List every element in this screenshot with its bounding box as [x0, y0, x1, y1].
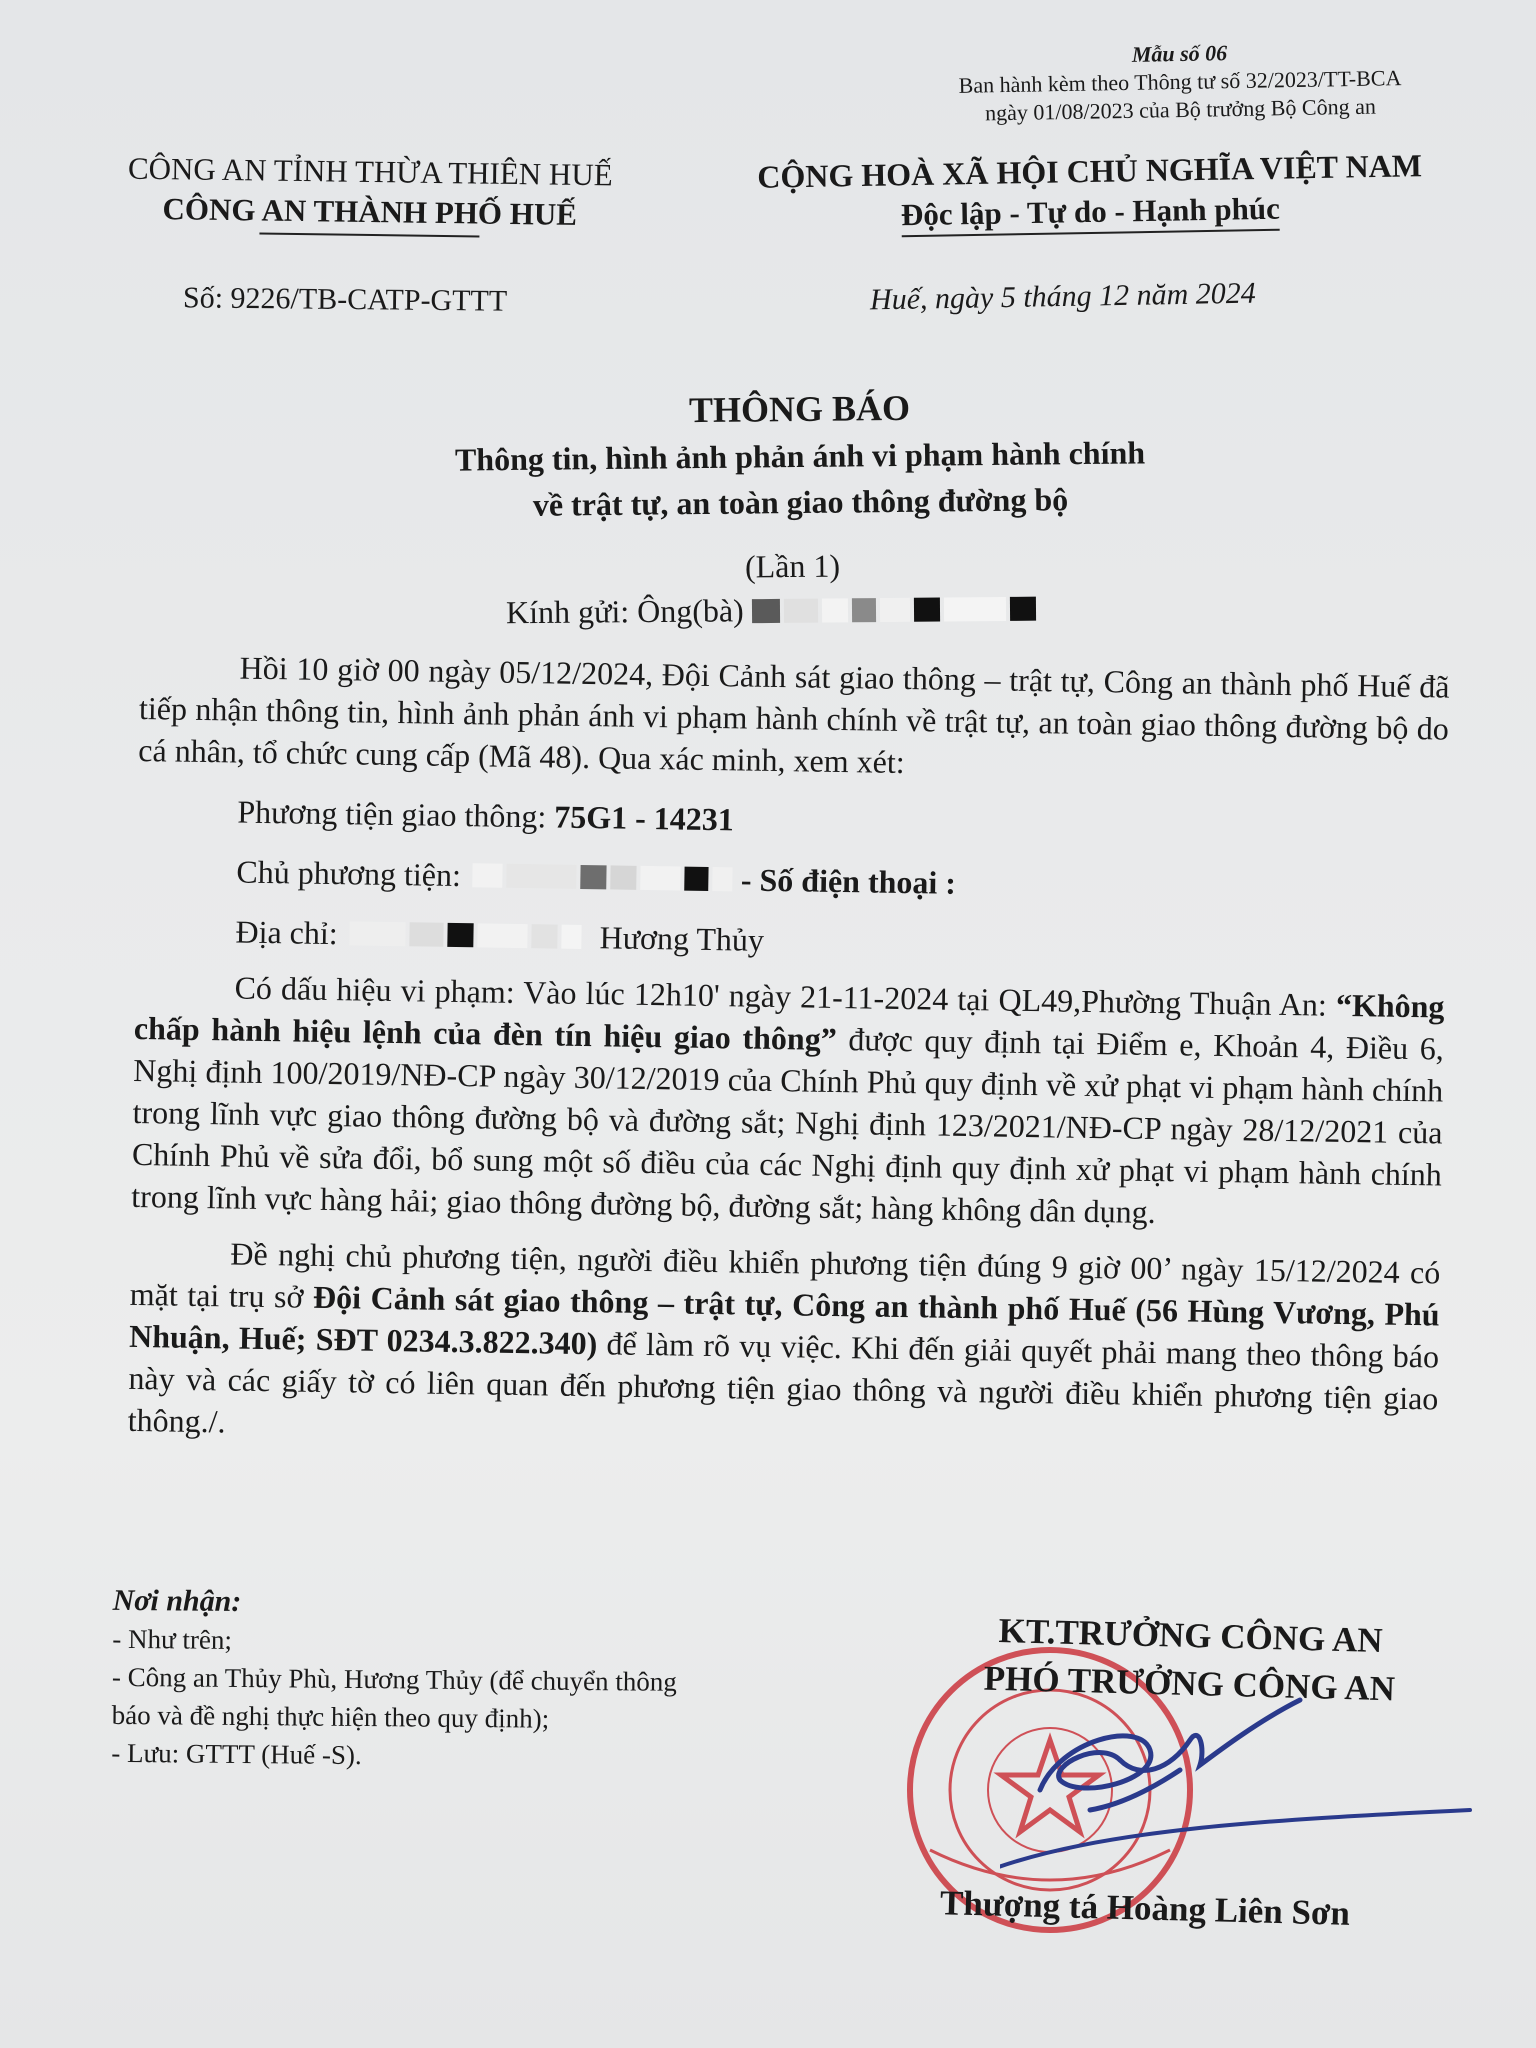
owner-label: Chủ phương tiện:	[236, 853, 462, 894]
national-title: CỘNG HOÀ XÃ HỘI CHỦ NGHĨA VIỆT NAM	[757, 147, 1423, 195]
violation-intro: Có dấu hiệu vi phạm: Vào lúc 12h10' ngày 21-11-2024 tại QL49,Phường Thuận An:	[234, 969, 1337, 1023]
address-label: Địa chỉ:	[235, 913, 338, 952]
signer-name: Thượng tá Hoàng Liên Sơn	[939, 1883, 1351, 1933]
recipient-line	[506, 590, 1036, 632]
agency-header	[59, 148, 680, 241]
request-rest: để làm rõ vụ việc. Khi đến giải quyết phải mang theo thông báo này và các giấy tờ có liên quan đến phương tiện giao thông và người điều khiển phương tiện giao thông./.	[127, 1325, 1440, 1440]
owner-row	[236, 851, 1447, 912]
vehicle-label: Phương tiện giao thông:	[237, 793, 547, 835]
notice-count: (Lần 1)	[744, 547, 841, 585]
request-intro: Đề nghị chủ phương tiện, người điều khiển phương tiện đúng 9 giờ 00’ ngày 15/12/2024 có mặt tại trụ sở	[129, 1235, 1441, 1315]
violation-legal-basis: được quy định tại Điểm e, Khoản 4, Điều 6, Nghị định 100/2019/NĐ-CP ngày 30/12/2019 của Chính Phủ quy định về xử phạt vi phạm hành chính trong lĩnh vực giao thông đường bộ và đường sắt; Nghị định 123/2021/NĐ-CP ngày 28/12/2021 của Chính Phủ về sửa đổi, bổ sung một số điều của các Nghị định quy định xử phạt vi phạm hành chính trong lĩnh vực hàng hải; giao thông đường bộ, đường sắt; hàng không dân dụng.	[131, 1020, 1445, 1231]
paragraph-reception: Hồi 10 giờ 00 ngày 05/12/2024, Đội Cảnh sát giao thông – trật tự, Công an thành phố Huế đã tiếp nhận thông tin, hình ảnh phản ánh vi phạm hành chính về trật tự, an toàn giao thông đường bộ do cá nhân, tổ chức cung cấp (Mã 48). Qua xác minh, xem xét:	[138, 649, 1450, 781]
phone-label: - Số điện thoại :	[740, 861, 957, 901]
title-block	[299, 380, 1300, 530]
agency-parent: CÔNG AN TỈNH THỪA THIÊN HUẾ	[127, 150, 613, 193]
recipient-redacted	[748, 596, 1036, 623]
document-number: Số: 9226/TB-CATP-GTTT	[182, 281, 508, 318]
owner-redacted	[469, 863, 733, 891]
recipient-label: Kính gửi: Ông(bà)	[505, 592, 744, 631]
vehicle-row	[237, 791, 1448, 852]
agency-underline	[259, 232, 479, 237]
request-office: Đội Cảnh sát giao thông – trật tự, Công an thành phố Huế (56 Hùng Vương, Phú Nhuận, Huế; SĐT 0234.3.822.340)	[128, 1278, 1440, 1362]
license-plate: 75G1 - 14231	[553, 798, 735, 838]
agency-name: CÔNG AN THÀNH PHỐ HUẾ	[162, 191, 578, 232]
recipients-item-2a: - Công an Thủy Phù, Hương Thủy (để chuyển thông	[111, 1661, 677, 1697]
recipients-item-3: - Lưu: GTTT (Huế -S).	[111, 1737, 362, 1771]
paragraph-request	[127, 1231, 1440, 1462]
notice-body	[127, 645, 1449, 1461]
document-subtitle-2: về trật tự, an toàn giao thông đường bộ	[532, 481, 1069, 523]
recipients-heading: Nơi nhận:	[112, 1583, 242, 1618]
recipients-block	[111, 1582, 833, 1778]
paragraph-violation	[131, 965, 1445, 1238]
form-number: Mẫu số 06	[1131, 40, 1228, 67]
place-date: Huế, ngày 5 tháng 12 năm 2024	[869, 276, 1257, 317]
signature-title-line1: KT.TRƯỞNG CÔNG AN	[998, 1610, 1384, 1661]
handwritten-signature-icon	[1000, 1680, 1480, 1880]
document-title: THÔNG BÁO	[688, 387, 911, 431]
form-issued-line2: ngày 01/08/2023 của Bộ trưởng Bộ Công an	[984, 93, 1377, 126]
document-subtitle-1: Thông tin, hình ảnh phản ánh vi phạm hành chính	[454, 434, 1146, 478]
recipients-item-2b: báo và đề nghị thực hiện theo quy định);	[111, 1699, 550, 1734]
address-redacted	[345, 921, 581, 949]
recipients-item-1: - Như trên;	[112, 1623, 233, 1655]
address-district: Hương Thủy	[599, 919, 765, 958]
violation-description: “Không chấp hành hiệu lệnh của đèn tín hiệu giao thông”	[133, 986, 1445, 1057]
form-code-block	[899, 35, 1460, 129]
national-motto: Độc lập - Tự do - Hạnh phúc	[901, 189, 1281, 238]
national-header	[699, 143, 1480, 241]
signature-title-line2: PHÓ TRƯỞNG CÔNG AN	[983, 1658, 1396, 1709]
form-issued-line1: Ban hành kèm theo Thông tư số 32/2023/TT-BCA	[958, 65, 1402, 98]
address-row	[235, 911, 1446, 972]
